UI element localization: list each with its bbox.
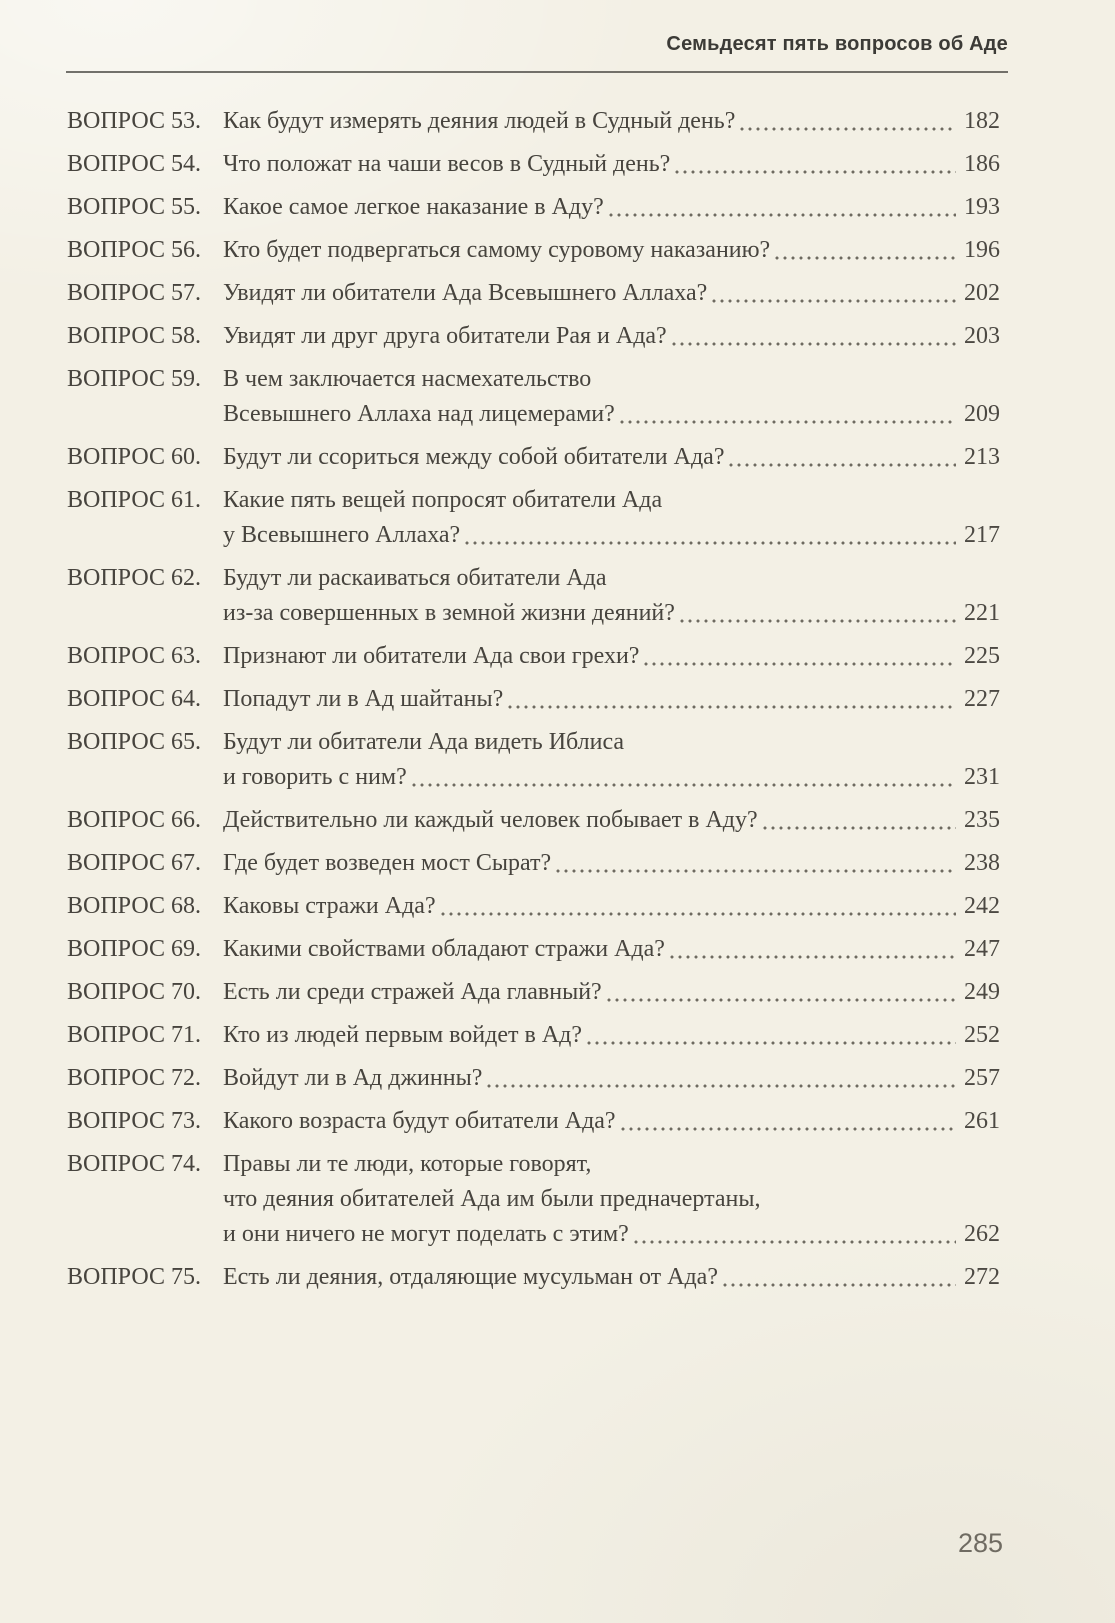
toc-entry xyxy=(67,104,1000,139)
dot-leader xyxy=(707,276,964,311)
toc-entry-line xyxy=(223,932,1000,967)
toc-entry-text: Есть ли деяния, отдаляющие мусульман от Ада? xyxy=(223,1264,718,1290)
dot-leader xyxy=(735,104,964,139)
toc-entry-text: Будут ли обитатели Ада видеть Иблиса xyxy=(223,729,625,755)
toc-entry-text: Действительно ли каждый человек побывает в Аду? xyxy=(223,807,758,833)
toc-entry-page: 272 xyxy=(964,1264,1000,1290)
toc-entry-lines xyxy=(223,639,1000,674)
toc-entry xyxy=(67,975,1000,1010)
dot-leader xyxy=(503,682,964,717)
toc-entry xyxy=(67,725,1000,795)
toc-entry-line xyxy=(223,1104,1000,1139)
toc-entry-lines xyxy=(223,233,1000,268)
toc-entry-line xyxy=(223,440,1000,475)
toc-entry-line xyxy=(223,682,1000,717)
dot-leader xyxy=(407,760,964,795)
dot-leader xyxy=(670,147,964,182)
toc-entry-label: ВОПРОС 68. xyxy=(67,893,201,919)
toc-entry xyxy=(67,561,1000,631)
toc-entry-page: 257 xyxy=(964,1065,1000,1091)
toc-entry xyxy=(67,1147,1000,1252)
toc-entry-label: ВОПРОС 72. xyxy=(67,1065,201,1091)
toc-entry xyxy=(67,362,1000,432)
toc-entry-label: ВОПРОС 55. xyxy=(67,194,201,220)
toc-entry-text: и они ничего не могут поделать с этим? xyxy=(223,1221,629,1247)
toc-entry-label: ВОПРОС 61. xyxy=(67,487,201,513)
toc-entry-line xyxy=(223,276,1000,311)
toc-entry-label: ВОПРОС 54. xyxy=(67,151,201,177)
dot-leader xyxy=(436,889,964,924)
toc-entry-label: ВОПРОС 53. xyxy=(67,108,201,134)
toc-entry-page: 238 xyxy=(964,850,1000,876)
toc-entry-label: ВОПРОС 59. xyxy=(67,366,201,392)
toc-entry-line xyxy=(223,190,1000,225)
toc-entry-lines xyxy=(223,975,1000,1010)
toc-entry xyxy=(67,1104,1000,1139)
toc-entry-text: Попадут ли в Ад шайтаны? xyxy=(223,686,504,712)
toc-list xyxy=(67,104,1000,1303)
toc-entry-text: Какие пять вещей попросят обитатели Ада xyxy=(223,487,663,513)
toc-entry-lines xyxy=(223,932,1000,967)
toc-entry-line xyxy=(223,1061,1000,1096)
toc-entry-line xyxy=(223,846,1000,881)
toc-entry-line xyxy=(223,1147,1000,1182)
dot-leader xyxy=(615,397,964,432)
dot-leader xyxy=(551,846,964,881)
toc-entry-label: ВОПРОС 69. xyxy=(67,936,201,962)
toc-entry-label: ВОПРОС 62. xyxy=(67,565,201,591)
toc-entry xyxy=(67,190,1000,225)
toc-entry-text: Какими свойствами обладают стражи Ада? xyxy=(223,936,665,962)
toc-entry-lines xyxy=(223,276,1000,311)
dot-leader xyxy=(675,596,964,631)
toc-entry-lines xyxy=(223,1260,1000,1295)
toc-entry-text: Где будет возведен мост Сырат? xyxy=(223,850,552,876)
toc-entry-line xyxy=(223,1182,1000,1217)
dot-leader xyxy=(758,803,964,838)
toc-entry-line xyxy=(223,596,1000,631)
toc-entry-text: Всевышнего Аллаха над лицемерами? xyxy=(223,401,615,427)
toc-entry xyxy=(67,319,1000,354)
toc-entry-text: Войдут ли в Ад джинны? xyxy=(223,1065,483,1091)
toc-entry-page: 235 xyxy=(964,807,1000,833)
toc-entry-label: ВОПРОС 60. xyxy=(67,444,201,470)
running-header: Семьдесят пять вопросов об Аде xyxy=(666,33,1008,55)
toc-entry-text: Будут ли ссориться между собой обитатели Ада? xyxy=(223,444,725,470)
toc-entry-lines xyxy=(223,147,1000,182)
dot-leader xyxy=(667,319,964,354)
toc-entry-text: Какого возраста будут обитатели Ада? xyxy=(223,1108,616,1134)
toc-entry-label: ВОПРОС 63. xyxy=(67,643,201,669)
toc-entry-line xyxy=(223,319,1000,354)
toc-entry-lines xyxy=(223,803,1000,838)
toc-entry-lines xyxy=(223,362,1000,432)
toc-entry xyxy=(67,1061,1000,1096)
toc-entry-page: 213 xyxy=(964,444,1000,470)
toc-entry-line xyxy=(223,104,1000,139)
toc-entry-lines xyxy=(223,483,1000,553)
toc-entry-line xyxy=(223,760,1000,795)
toc-entry-text: Правы ли те люди, которые говорят, xyxy=(223,1151,592,1177)
toc-entry xyxy=(67,889,1000,924)
toc-entry-label: ВОПРОС 58. xyxy=(67,323,201,349)
toc-entry-line xyxy=(223,397,1000,432)
toc-entry-page: 203 xyxy=(964,323,1000,349)
dot-leader xyxy=(616,1104,964,1139)
toc-entry-text: Кто из людей первым войдет в Ад? xyxy=(223,1022,583,1048)
dot-leader xyxy=(602,975,964,1010)
toc-entry-text: Какое самое легкое наказание в Аду? xyxy=(223,194,604,220)
toc-entry-page: 217 xyxy=(964,522,1000,548)
toc-entry-page: 221 xyxy=(964,600,1000,626)
toc-entry-line xyxy=(223,1260,1000,1295)
toc-entry-line xyxy=(223,561,1000,596)
toc-entry-page: 202 xyxy=(964,280,1000,306)
toc-entry-lines xyxy=(223,1104,1000,1139)
dot-leader xyxy=(724,440,964,475)
toc-entry-page: 261 xyxy=(964,1108,1000,1134)
dot-leader xyxy=(460,518,964,553)
toc-entry-text: и говорить с ним? xyxy=(223,764,407,790)
dot-leader xyxy=(482,1061,964,1096)
toc-entry-page: 262 xyxy=(964,1221,1000,1247)
toc-entry-text: у Всевышнего Аллаха? xyxy=(223,522,461,548)
toc-entry xyxy=(67,846,1000,881)
toc-entry xyxy=(67,682,1000,717)
toc-entry-label: ВОПРОС 57. xyxy=(67,280,201,306)
toc-entry-lines xyxy=(223,190,1000,225)
toc-entry xyxy=(67,147,1000,182)
toc-entry-label: ВОПРОС 65. xyxy=(67,729,201,755)
toc-entry-page: 242 xyxy=(964,893,1000,919)
toc-entry xyxy=(67,440,1000,475)
toc-entry-line xyxy=(223,362,1000,397)
toc-entry-text: из-за совершенных в земной жизни деяний? xyxy=(223,600,675,626)
toc-entry-label: ВОПРОС 75. xyxy=(67,1264,201,1290)
toc-entry-page: 227 xyxy=(964,686,1000,712)
toc-entry-lines xyxy=(223,725,1000,795)
toc-entry-lines xyxy=(223,1147,1000,1252)
dot-leader xyxy=(582,1018,964,1053)
toc-entry xyxy=(67,932,1000,967)
toc-entry-page: 182 xyxy=(964,108,1000,134)
toc-entry-page: 252 xyxy=(964,1022,1000,1048)
toc-entry-line xyxy=(223,1018,1000,1053)
toc-entry-label: ВОПРОС 66. xyxy=(67,807,201,833)
toc-entry-lines xyxy=(223,889,1000,924)
dot-leader xyxy=(639,639,964,674)
dot-leader xyxy=(718,1260,964,1295)
header-rule xyxy=(66,71,1008,73)
toc-entry-page: 231 xyxy=(964,764,1000,790)
toc-entry-text: Увидят ли друг друга обитатели Рая и Ада? xyxy=(223,323,667,349)
dot-leader xyxy=(770,233,964,268)
toc-entry-text: Что положат на чаши весов в Судный день? xyxy=(223,151,671,177)
toc-entry-lines xyxy=(223,1061,1000,1096)
toc-entry xyxy=(67,1018,1000,1053)
toc-entry-text: Будут ли раскаиваться обитатели Ада xyxy=(223,565,607,591)
toc-entry-page: 249 xyxy=(964,979,1000,1005)
toc-entry xyxy=(67,1260,1000,1295)
toc-entry-label: ВОПРОС 64. xyxy=(67,686,201,712)
toc-entry-line xyxy=(223,483,1000,518)
toc-entry-label: ВОПРОС 56. xyxy=(67,237,201,263)
toc-entry-page: 209 xyxy=(964,401,1000,427)
toc-entry-line xyxy=(223,639,1000,674)
toc-entry-label: ВОПРОС 71. xyxy=(67,1022,201,1048)
toc-entry-lines xyxy=(223,682,1000,717)
toc-entry-text: что деяния обитателей Ада им были предначертаны, xyxy=(223,1186,761,1212)
dot-leader xyxy=(629,1217,964,1252)
toc-entry-line xyxy=(223,803,1000,838)
toc-entry-line xyxy=(223,725,1000,760)
toc-entry-line xyxy=(223,975,1000,1010)
toc-entry-lines xyxy=(223,1018,1000,1053)
toc-entry-label: ВОПРОС 70. xyxy=(67,979,201,1005)
toc-entry-label: ВОПРОС 74. xyxy=(67,1151,201,1177)
toc-entry-line xyxy=(223,233,1000,268)
toc-entry-lines xyxy=(223,440,1000,475)
toc-entry-lines xyxy=(223,319,1000,354)
dot-leader xyxy=(665,932,964,967)
toc-entry-page: 247 xyxy=(964,936,1000,962)
toc-entry-text: Как будут измерять деяния людей в Судный день? xyxy=(223,108,736,134)
page-number: 285 xyxy=(957,1528,1003,1558)
toc-entry-lines xyxy=(223,104,1000,139)
toc-entry-page: 196 xyxy=(964,237,1000,263)
toc-entry-lines xyxy=(223,846,1000,881)
toc-entry xyxy=(67,803,1000,838)
toc-entry-text: Признают ли обитатели Ада свои грехи? xyxy=(223,643,640,669)
toc-entry-text: Увидят ли обитатели Ада Всевышнего Аллаха? xyxy=(223,280,708,306)
toc-entry-line xyxy=(223,889,1000,924)
toc-entry xyxy=(67,276,1000,311)
toc-entry-line xyxy=(223,1217,1000,1252)
toc-entry-lines xyxy=(223,561,1000,631)
toc-entry xyxy=(67,233,1000,268)
toc-entry xyxy=(67,639,1000,674)
toc-entry-label: ВОПРОС 73. xyxy=(67,1108,201,1134)
toc-entry-text: В чем заключается насмехательство xyxy=(223,366,592,392)
toc-entry-text: Каковы стражи Ада? xyxy=(223,893,436,919)
dot-leader xyxy=(604,190,964,225)
toc-entry-label: ВОПРОС 67. xyxy=(67,850,201,876)
toc-entry-text: Есть ли среди стражей Ада главный? xyxy=(223,979,602,1005)
toc-entry-page: 186 xyxy=(964,151,1000,177)
toc-entry-page: 225 xyxy=(964,643,1000,669)
toc-entry-page: 193 xyxy=(964,194,1000,220)
toc-entry-line xyxy=(223,518,1000,553)
toc-entry-text: Кто будет подвергаться самому суровому наказанию? xyxy=(223,237,771,263)
toc-entry xyxy=(67,483,1000,553)
toc-entry-line xyxy=(223,147,1000,182)
